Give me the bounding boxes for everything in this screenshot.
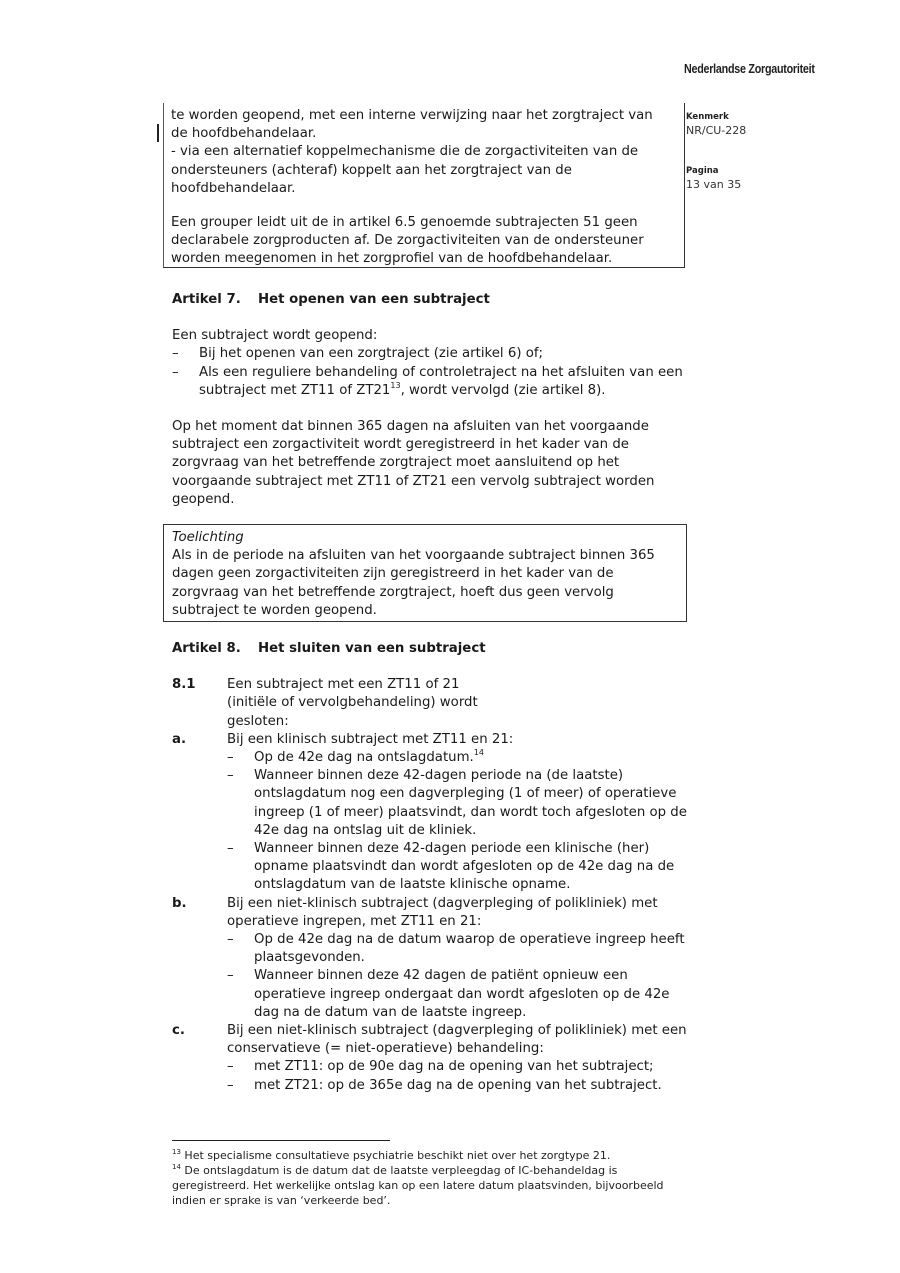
- article-7-paragraph: Op het moment dat binnen 365 dagen na afsluiten van het voorgaande subtraject een zorgactiviteit wordt geregistreerd in het kader van de zorgvraag van het betreffende zorgtraject moet aansluitend op het voorgaande subtraject met ZT11 of ZT21 een vervolg subtraject worden geopend.: [172, 419, 655, 507]
- clause-text: Een subtraject met een ZT11 of 21 (initiële of vervolgbehandeling) wordt gesloten:: [227, 677, 478, 729]
- article-7-title: Het openen van een subtraject: [258, 292, 490, 307]
- box-line: de hoofdbehandelaar.: [171, 126, 317, 142]
- bullet-dash: –: [227, 968, 234, 984]
- footnote-ref[interactable]: 14: [473, 748, 484, 758]
- list-item-text: met ZT11: op de 90e dag na de opening van het subtraject;: [254, 1059, 654, 1075]
- footnote-text: Het specialisme consultatieve psychiatrie beschikt niet over het zorgtype 21.: [180, 1149, 611, 1162]
- kenmerk-label: Kenmerk: [686, 112, 729, 122]
- bullet-dash: –: [227, 932, 234, 948]
- footnote-number: 13: [172, 1148, 181, 1156]
- list-item: [227, 967, 692, 1022]
- bullet-dash: –: [227, 768, 234, 784]
- clause-label: b.: [172, 895, 187, 911]
- kenmerk-block: [686, 112, 746, 137]
- clause-a: [172, 731, 692, 749]
- clause-b-list: [227, 931, 692, 1022]
- box-line: - via een alternatief koppelmechanisme die de zorgactiviteiten van de: [171, 144, 639, 160]
- bullet-dash: –: [227, 841, 234, 857]
- continued-explanation-box: [163, 103, 685, 268]
- clause-8-1: [172, 676, 692, 731]
- box-line: worden meegenomen in het zorgprofiel van de hoofdbehandelaar.: [171, 251, 613, 267]
- clause-text: Bij een niet-klinisch subtraject (dagverpleging of polikliniek) met een conservatieve (= niet-operatieve) behandeling:: [227, 1023, 687, 1057]
- bullet-dash: –: [172, 364, 179, 380]
- toelichting-text: Als in de periode na afsluiten van het voorgaande subtraject binnen 365 dagen geen zorgactiviteiten zijn geregistreerd in het kader van de zorgvraag van het betreffende zorgtraject, hoeft dus geen vervolg subtraject te worden geopend.: [172, 548, 655, 618]
- toelichting-box: [163, 524, 687, 622]
- box-line: ondersteuners (achteraf) koppelt aan het zorgtraject van de: [171, 162, 572, 178]
- footnote-ref[interactable]: 13: [390, 380, 401, 390]
- box-line: te worden geopend, met een interne verwijzing naar het zorgtraject van: [171, 108, 653, 123]
- list-item-text-main: Op de 42e dag na ontslagdatum.: [254, 750, 474, 766]
- box-line: declarabele zorgproducten af. De zorgactiviteiten van de ondersteuner: [171, 233, 644, 249]
- list-item-text: Bij het openen van een zorgtraject (zie artikel 6) of;: [199, 346, 544, 362]
- footnote-number: 14: [172, 1163, 181, 1171]
- pagina-block: [686, 166, 741, 191]
- article-8-title: Het sluiten van een subtraject: [258, 641, 486, 656]
- footnote-13: [172, 1148, 692, 1163]
- list-item-text: [254, 749, 692, 767]
- footnote-separator: [172, 1140, 390, 1141]
- organization-name: Nederlandse Zorgautoriteit: [684, 62, 815, 76]
- clause-text: Bij een niet-klinisch subtraject (dagverpleging of polikliniek) met operatieve ingrepen, met ZT11 en 21:: [227, 895, 658, 929]
- list-item: [227, 931, 692, 967]
- pagina-label: Pagina: [686, 166, 719, 176]
- list-item-text: met ZT21: op de 365e dag na de opening van het subtraject.: [254, 1077, 662, 1093]
- clause-label: a.: [172, 731, 187, 747]
- article-7: [172, 291, 692, 509]
- article-7-heading: [172, 291, 692, 309]
- box-line: Een grouper leidt uit de in artikel 6.5 genoemde subtrajecten 51 geen: [171, 215, 638, 231]
- list-item-text: Wanneer binnen deze 42 dagen de patiënt opnieuw een operatieve ingreep ondergaat dan wordt afgesloten op de 42e dag na de datum van de laatste ingreep.: [254, 968, 670, 1020]
- article-8-heading: [172, 640, 692, 658]
- clause-b: [172, 895, 692, 931]
- list-item: [227, 1077, 692, 1095]
- kenmerk-value: NR/CU-228: [686, 124, 747, 137]
- clause-a-list: [227, 749, 692, 895]
- bullet-dash: –: [227, 1059, 234, 1075]
- list-item-text: [199, 364, 692, 400]
- article-8-number: Artikel 8.: [172, 641, 241, 656]
- list-item: [227, 767, 692, 840]
- clause-label: c.: [172, 1023, 185, 1039]
- footnote-text: De ontslagdatum is de datum dat de laatste verpleegdag of IC-behandeldag is geregistreerd. Het werkelijke ontslag kan op een latere datum plaatsvinden, bijvoorbeeld indien er sprake is van ‘verkeerde bed’.: [172, 1164, 664, 1207]
- bullet-dash: –: [227, 750, 234, 766]
- list-item-text: Wanneer binnen deze 42-dagen periode een klinische (her) opname plaatsvindt dan wordt afgesloten op de 42e dag na de ontslagdatum van de laatste klinische opname.: [254, 841, 675, 893]
- bullet-dash: –: [172, 346, 179, 362]
- list-item: [172, 345, 692, 363]
- clause-text: Bij een klinisch subtraject met ZT11 en 21:: [227, 731, 514, 747]
- list-item-text: Wanneer binnen deze 42-dagen periode na (de laatste) ontslagdatum nog een dagverpleging (1 of meer) of operatieve ingreep (1 of meer) plaatsvindt, dan wordt toch afgesloten op de 42e dag na ontslag uit de kliniek.: [254, 768, 687, 838]
- article-7-number: Artikel 7.: [172, 292, 241, 307]
- list-item-text-after: , wordt vervolgd (zie artikel 8).: [400, 382, 606, 398]
- footnote-14: [172, 1163, 692, 1208]
- footnotes: [172, 1148, 692, 1208]
- list-item: [172, 364, 692, 400]
- clause-c-list: [227, 1058, 692, 1094]
- list-item: [227, 840, 692, 895]
- clause-number: 8.1: [172, 677, 196, 693]
- bullet-dash: –: [227, 1077, 234, 1093]
- clause-c: [172, 1022, 692, 1058]
- list-item: [227, 1058, 692, 1076]
- list-item: [227, 749, 692, 767]
- text-cursor: [157, 124, 159, 142]
- pagina-value: 13 van 35: [686, 178, 742, 191]
- box-line: hoofdbehandelaar.: [171, 180, 296, 196]
- article-8: [172, 640, 692, 1095]
- article-7-intro: Een subtraject wordt geopend:: [172, 328, 378, 344]
- list-item-text-before: Als een reguliere behandeling of controletraject na het afsluiten van een subtraject met ZT11 of ZT21: [199, 364, 683, 398]
- list-item-text: Op de 42e dag na de datum waarop de operatieve ingreep heeft plaatsgevonden.: [254, 932, 685, 966]
- toelichting-title: Toelichting: [172, 530, 244, 545]
